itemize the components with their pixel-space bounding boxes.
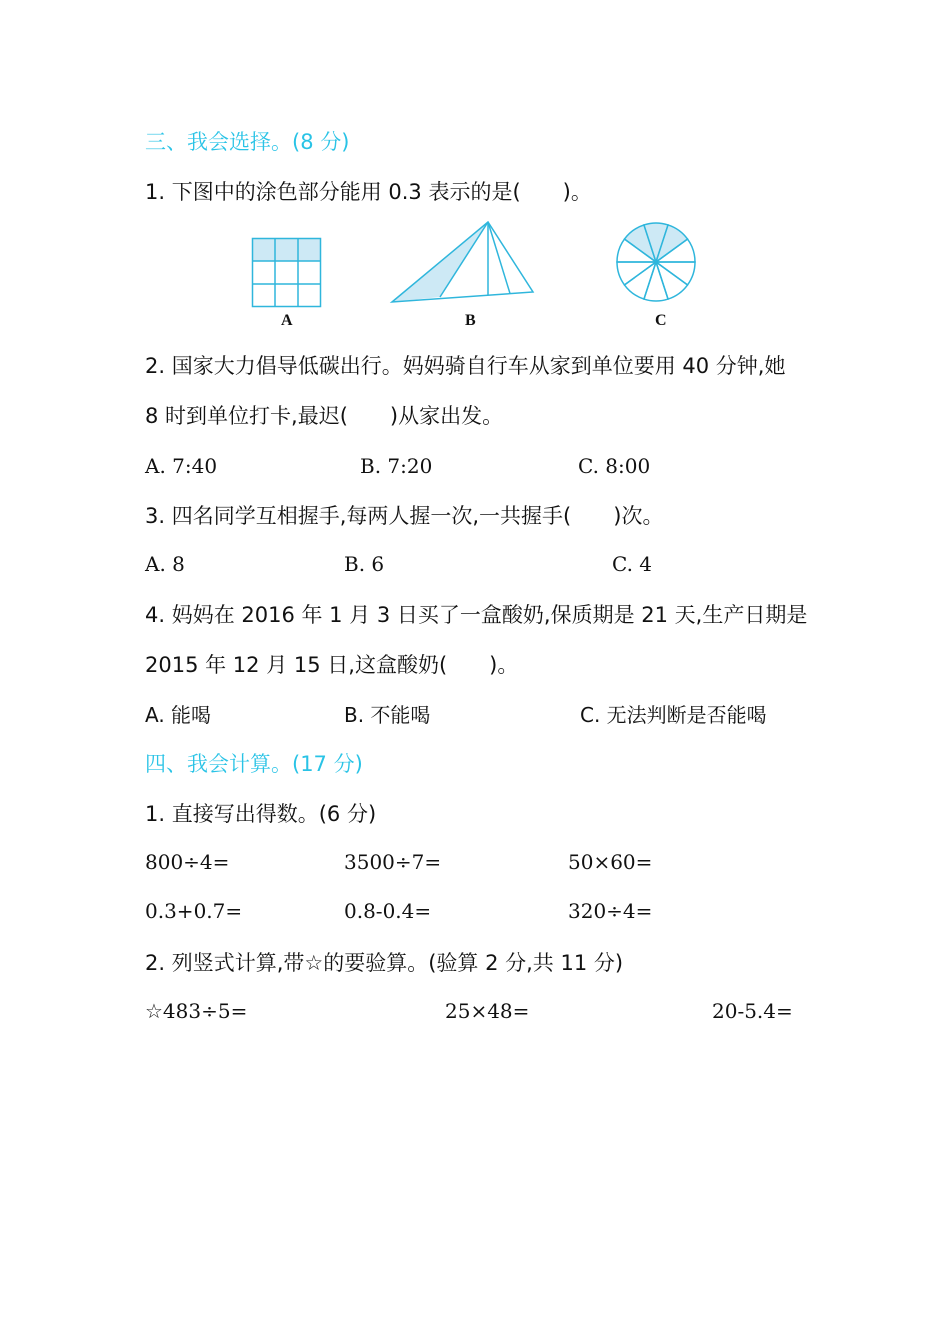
calc-2-item-1: ☆483÷5=: [145, 999, 248, 1023]
question-4-line-1: 4. 妈妈在 2016 年 1 月 3 日买了一盒酸奶,保质期是 21 天,生产日期是: [145, 603, 808, 627]
question-2-line-1: 2. 国家大力倡导低碳出行。妈妈骑自行车从家到单位要用 40 分钟,她: [145, 354, 786, 378]
calc-1-row-2-item-3: 320÷4=: [568, 899, 653, 923]
question-2-line-2: 8 时到单位打卡,最迟( )从家出发。: [145, 404, 504, 428]
question-2-option-c: C. 8:00: [578, 454, 651, 478]
section-3-title: 三、我会选择。(8 分): [145, 130, 350, 154]
question-4-option-b: B. 不能喝: [344, 703, 431, 727]
circle-sector: [624, 262, 656, 299]
calc-1-row-1-item-1: 800÷4=: [145, 850, 230, 874]
figure-c-circle: [614, 220, 698, 304]
section-4-title: 四、我会计算。(17 分): [145, 752, 363, 776]
question-4-option-c: C. 无法判断是否能喝: [580, 703, 767, 727]
question-4-line-2: 2015 年 12 月 15 日,这盒酸奶( )。: [145, 653, 519, 677]
calc-1-row-2-item-1: 0.3+0.7=: [145, 899, 243, 923]
figure-a-grid: [252, 238, 322, 308]
figure-b-triangle: [390, 222, 535, 304]
calc-1-row-1-item-2: 3500÷7=: [344, 850, 442, 874]
figure-b-label: B: [465, 312, 476, 329]
calc-1-row-1-item-3: 50×60=: [568, 850, 653, 874]
question-4-option-a: A. 能喝: [145, 703, 212, 727]
circle-sector: [656, 262, 688, 299]
question-3-text: 3. 四名同学互相握手,每两人握一次,一共握手( )次。: [145, 504, 664, 528]
figure-c-label: C: [655, 312, 667, 329]
figure-a-label: A: [281, 312, 293, 329]
calc-1-row-2-item-2: 0.8-0.4=: [344, 899, 432, 923]
question-3-option-b: B. 6: [344, 552, 385, 576]
calc-question-1-text: 1. 直接写出得数。(6 分): [145, 802, 377, 826]
grid-shaded-row: [252, 238, 321, 261]
calc-question-2-text: 2. 列竖式计算,带☆的要验算。(验算 2 分,共 11 分): [145, 951, 624, 975]
question-3-option-a: A. 8: [145, 552, 185, 576]
question-1-text: 1. 下图中的涂色部分能用 0.3 表示的是( )。: [145, 180, 592, 204]
question-3-option-c: C. 4: [612, 552, 653, 576]
calc-2-item-2: 25×48=: [445, 999, 530, 1023]
calc-2-item-3: 20-5.4=: [712, 999, 793, 1023]
question-2-option-a: A. 7:40: [145, 454, 218, 478]
question-2-option-b: B. 7:20: [360, 454, 433, 478]
